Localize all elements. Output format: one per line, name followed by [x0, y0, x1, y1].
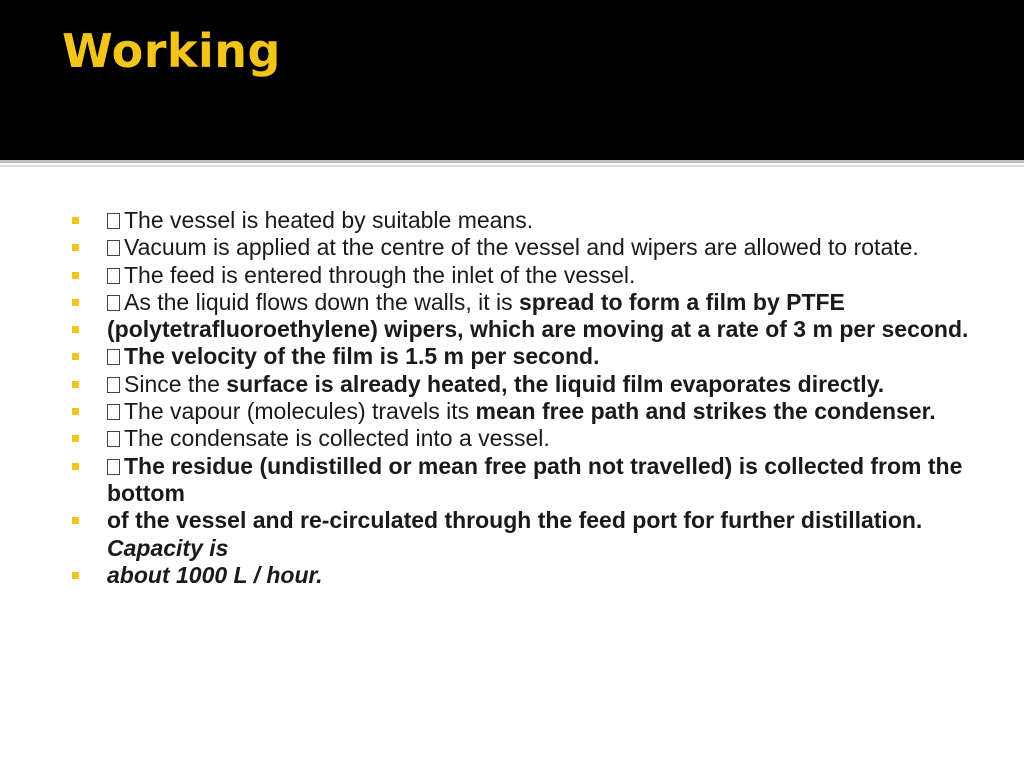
bullet-icon: [72, 244, 79, 251]
bullet-icon: [72, 299, 79, 306]
bullet-icon: [72, 572, 79, 579]
bullet-icon: [72, 272, 79, 279]
item-text: Vacuum is applied at the centre of the vessel and wipers are allowed to rotate.: [124, 234, 919, 261]
item-text: Since the: [124, 370, 227, 397]
item-text: The feed is entered through the inlet of the vessel.: [124, 261, 636, 288]
item-text-bold: The velocity of the film is 1.5 m per second.: [124, 343, 600, 370]
list-item: [72, 343, 972, 370]
bullet-list: [72, 207, 972, 589]
missing-glyph-icon: [107, 349, 120, 365]
list-item: [72, 207, 972, 234]
bullet-icon: [72, 463, 79, 470]
missing-glyph-icon: [107, 213, 120, 229]
list-item: [72, 507, 972, 562]
missing-glyph-icon: [107, 240, 120, 256]
list-item: [72, 234, 972, 261]
missing-glyph-icon: [107, 431, 120, 447]
item-text: The vapour (molecules) travels its: [124, 398, 476, 425]
bullet-icon: [72, 326, 79, 333]
list-item: [72, 316, 972, 343]
item-text: The vessel is heated by suitable means.: [124, 207, 534, 233]
item-text-bold: spread to form a film by PTFE: [519, 288, 845, 315]
bullet-icon: [72, 217, 79, 224]
list-item: [72, 453, 972, 508]
missing-glyph-icon: [107, 295, 120, 311]
item-text-bold: mean free path and strikes the condenser.: [475, 398, 936, 425]
item-text-bold: The residue (undistilled or mean free path not travelled) is collected from the bottom: [107, 452, 963, 506]
item-text-bold-italic: about 1000 L / hour.: [107, 561, 323, 588]
slide-title: Working: [62, 24, 281, 78]
list-item: [72, 562, 972, 589]
bullet-icon: [72, 435, 79, 442]
list-item: [72, 425, 972, 452]
missing-glyph-icon: [107, 459, 120, 475]
title-bar: [0, 0, 1024, 160]
bullet-icon: [72, 408, 79, 415]
list-item: [72, 289, 972, 316]
missing-glyph-icon: [107, 268, 120, 284]
header-divider-light: [0, 165, 1024, 167]
item-text-bold-italic: Capacity is: [107, 534, 229, 561]
list-item: [72, 371, 972, 398]
missing-glyph-icon: [107, 404, 120, 420]
list-item: [72, 262, 972, 289]
bullet-icon: [72, 517, 79, 524]
item-text-bold: of the vessel and re-circulated through the feed port for further distillation.: [107, 507, 923, 534]
bullet-icon: [72, 381, 79, 388]
list-item: [72, 398, 972, 425]
header-divider: [0, 160, 1024, 163]
item-text-bold: surface is already heated, the liquid film evaporates directly.: [226, 370, 885, 397]
item-text-bold: (polytetrafluoroethylene) wipers, which are moving at a rate of 3 m per second.: [107, 316, 969, 343]
item-text: As the liquid flows down the walls, it is: [124, 288, 520, 315]
bullet-icon: [72, 353, 79, 360]
item-text: The condensate is collected into a vessel.: [124, 425, 550, 452]
missing-glyph-icon: [107, 377, 120, 393]
